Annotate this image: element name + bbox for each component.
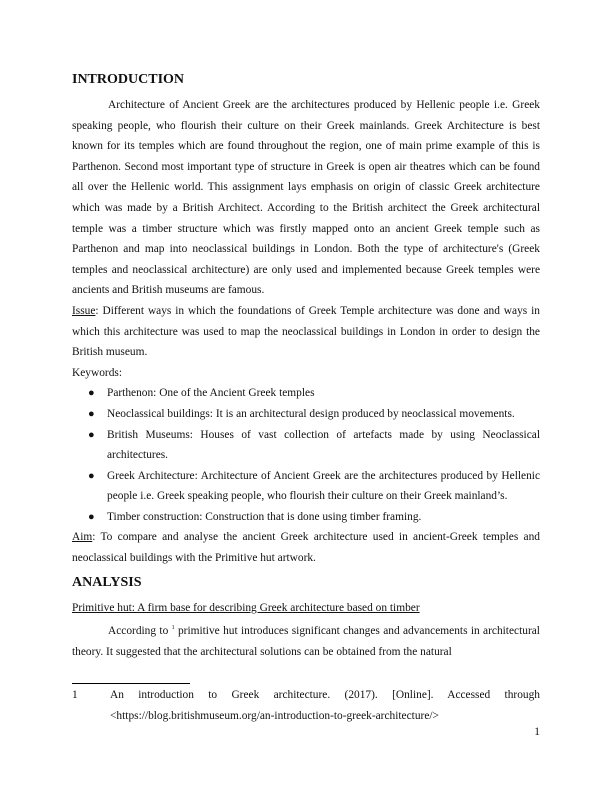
keyword-item: ● British Museums: Houses of vast collection of artefacts made by using Neoclassical architectures. <box>72 425 540 466</box>
footnote-separator <box>72 683 190 684</box>
issue-label: Issue <box>72 304 96 317</box>
keywords-list <box>72 383 540 527</box>
footnote-reference[interactable]: 1 <box>171 625 175 632</box>
aim-text: : To compare and analyse the ancient Greek architecture used in ancient-Greek temples and neoclassical buildings with the Primitive hut artwork. <box>72 531 540 565</box>
introduction-heading: INTRODUCTION <box>72 72 185 87</box>
bullet-icon: ● <box>88 428 95 441</box>
keyword-item: ● Greek Architecture: Architecture of Ancient Greek are the architectures produced by Hellenic people i.e. Greek speaking people, who flourish their culture on their Greek mainland’s. <box>72 466 540 507</box>
page-number: 1 <box>534 726 540 738</box>
keyword-item: ● Timber construction: Construction that is done using timber framing. <box>72 507 540 528</box>
page-body <box>72 70 540 662</box>
aim-paragraph <box>72 527 540 568</box>
aim-label: Aim <box>72 531 93 544</box>
keyword-item: ● Neoclassical buildings: It is an architectural design produced by neoclassical movements. <box>72 404 540 425</box>
issue-paragraph <box>72 301 540 363</box>
bullet-icon: ● <box>88 407 95 420</box>
bullet-icon: ● <box>88 469 95 482</box>
analysis-subheading: Primitive hut: A firm base for describing Greek architecture based on timber <box>72 601 420 614</box>
bullet-icon: ● <box>88 387 95 400</box>
issue-text: : Different ways in which the foundations of Greek Temple architecture was done and ways in which this architecture was used to map the neoclassical buildings in London in order to design the British museum. <box>72 304 540 359</box>
footnote-text: An introduction to Greek architecture. (2017). [Online]. Accessed through <https://blog.britishmuseum.org/an-introduction-to-greek-architecture/> <box>110 689 540 722</box>
introduction-paragraph: Architecture of Ancient Greek are the architectures produced by Hellenic people i.e. Greek speaking people, who flourish their culture on their Greek mainlands. Greek Architecture is best known for its temples which are found throughout the region, one of main prime example of this is Parthenon. Second most important type of structure in Greek is open air theatres which can be found all over the Hellenic world. This assignment lays emphasis on origin of classic Greek architecture which was made by a British Architect. According to the British architect the Greek architectural temple was a timber structure which was firstly mapped onto an ancient Greek temple such as Parthenon and map into neoclassical buildings in London. Both the type of architecture's (Greek temples and neoclassical architecture) are only used and implemented because Greek temples were ancients and British museums are famous. <box>72 99 540 297</box>
footnote-number: 1 <box>72 689 78 701</box>
analysis-heading: ANALYSIS <box>72 574 142 590</box>
bullet-icon: ● <box>88 510 95 523</box>
keywords-label: Keywords: <box>72 366 122 379</box>
footnote <box>72 685 540 726</box>
keyword-item: ● Parthenon: One of the Ancient Greek temples <box>72 383 540 404</box>
analysis-paragraph: According to $^1$ primitive hut introduces significant changes and advancements in architectural theory. It suggested that the architectural solutions can be obtained from the natural <box>72 625 540 658</box>
